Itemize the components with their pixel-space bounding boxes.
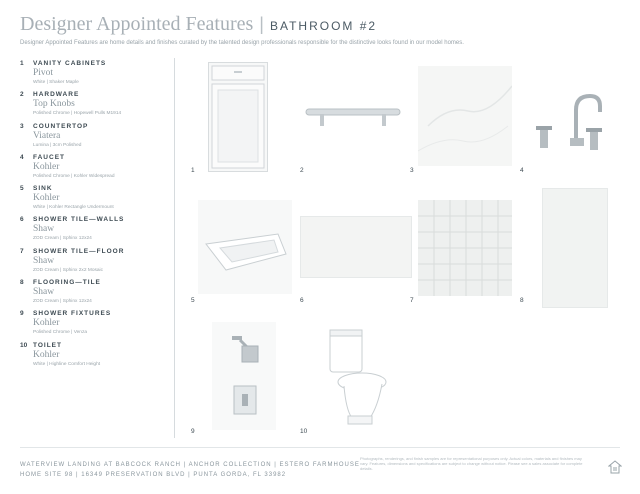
spec-number: 2 (20, 91, 24, 99)
floor-tile-image (542, 188, 608, 308)
item-number-label: 10 (300, 428, 308, 435)
sink-image (198, 200, 292, 294)
spec-detail: ZOD Cream | Sphinx 2x2 Mosaic (33, 267, 104, 273)
item-number-label: 9 (191, 428, 195, 435)
spec-brand: Shaw (33, 255, 55, 266)
spec-number: 6 (20, 216, 24, 224)
hardware-pull-image (300, 100, 406, 130)
spec-category: COUNTERTOP (33, 122, 89, 130)
spec-category: SHOWER FIXTURES (33, 310, 112, 318)
spec-detail: White | Highline Comfort Height (33, 361, 101, 367)
spec-item (20, 310, 170, 341)
spec-category: SHOWER TILE—WALLS (33, 216, 125, 224)
room-name: BATHROOM #2 (269, 19, 378, 33)
spec-detail: ZOD Cream | Sphinx 12x24 (33, 236, 92, 242)
spec-brand: Viatera (33, 130, 61, 141)
spec-brand: Kohler (33, 349, 60, 360)
spec-brand: Kohler (33, 193, 60, 204)
spec-number: 9 (20, 310, 24, 318)
spec-brand: Kohler (33, 161, 60, 172)
spec-brand: Top Knobs (33, 99, 75, 110)
item-number-label: 4 (520, 167, 524, 174)
spec-item (20, 279, 170, 310)
page-header (20, 13, 377, 36)
footer-community: WATERVIEW LANDING AT BABCOCK RANCH | ANCHOR COLLECTION | ESTERO FARMHOUSE (20, 462, 360, 468)
spec-item (20, 248, 170, 279)
spec-category: FLOORING—TILE (33, 279, 101, 287)
page-title: Designer Appointed Features (20, 13, 254, 35)
shower-fixtures-image (212, 322, 276, 430)
spec-category: VANITY CABINETS (33, 60, 107, 67)
footer-homesite: HOME SITE 98 | 16349 PRESERVATION BLVD | PUNTA GORDA, FL 33982 (20, 472, 287, 478)
footer-divider (20, 447, 620, 448)
spec-item (20, 60, 170, 91)
item-number-label: 3 (410, 167, 414, 174)
equal-housing-icon (608, 460, 622, 479)
spec-brand: Kohler (33, 318, 60, 329)
spec-number: 7 (20, 247, 24, 255)
page-description: Designer Appointed Features are home details and finishes curated by the talented design professionals responsible for the distinctive looks found in our model homes. (20, 40, 464, 46)
toilet-image (322, 326, 392, 430)
column-divider (174, 58, 175, 438)
item-number-label: 8 (520, 297, 524, 304)
spec-item (20, 91, 170, 122)
spec-category: SINK (33, 185, 53, 193)
spec-detail: Lumina | 3cm Polished (33, 142, 82, 148)
vanity-cabinet-image (208, 62, 268, 172)
spec-number: 3 (20, 122, 24, 130)
title-divider: | (259, 14, 264, 34)
spec-category: HARDWARE (33, 91, 80, 99)
spec-detail: Polished Chrome | Hopewell Pulls M1914 (33, 111, 122, 117)
spec-category: SHOWER TILE—FLOOR (33, 247, 125, 255)
item-number-label: 1 (191, 167, 195, 174)
spec-item (20, 123, 170, 154)
spec-number: 5 (20, 185, 24, 193)
footer-disclaimer: Photographs, renderings, and finish samples are for representational purposes only. Actual colors, materials and finishes may vary. Features, dimensions and specifications are subject to change without notice. Please see a sales associate for complete details. (360, 456, 583, 472)
shower-floor-tile-image (418, 200, 512, 296)
spec-detail: ZOD Cream | Sphinx 12x24 (33, 299, 92, 305)
spec-number: 8 (20, 279, 24, 287)
item-number-label: 6 (300, 297, 304, 304)
spec-item (20, 185, 170, 216)
spec-brand: Shaw (33, 224, 55, 235)
spec-list (20, 60, 170, 373)
spec-item (20, 342, 170, 373)
spec-detail: White | Shaker Maple (33, 80, 79, 85)
item-number-label: 2 (300, 167, 304, 174)
spec-number: 4 (20, 153, 24, 161)
spec-detail: Polished Chrome | Kohler Widespread (33, 173, 115, 179)
item-number-label: 7 (410, 297, 414, 304)
spec-detail: Polished Chrome | Venza (33, 330, 88, 336)
item-number-label: 5 (191, 297, 195, 304)
spec-detail: White | Kohler Rectangle Undermount (33, 205, 114, 211)
spec-category: TOILET (33, 341, 62, 349)
spec-number: 1 (20, 60, 24, 67)
spec-item (20, 154, 170, 185)
spec-brand: Shaw (33, 287, 55, 298)
countertop-sample-image (418, 66, 512, 166)
spec-brand: Pivot (33, 68, 54, 78)
spec-category: FAUCET (33, 153, 65, 161)
spec-number: 10 (20, 341, 28, 349)
footer-address (20, 460, 360, 480)
faucet-image (528, 70, 608, 165)
spec-item (20, 216, 170, 247)
shower-wall-tile-image (300, 216, 412, 278)
